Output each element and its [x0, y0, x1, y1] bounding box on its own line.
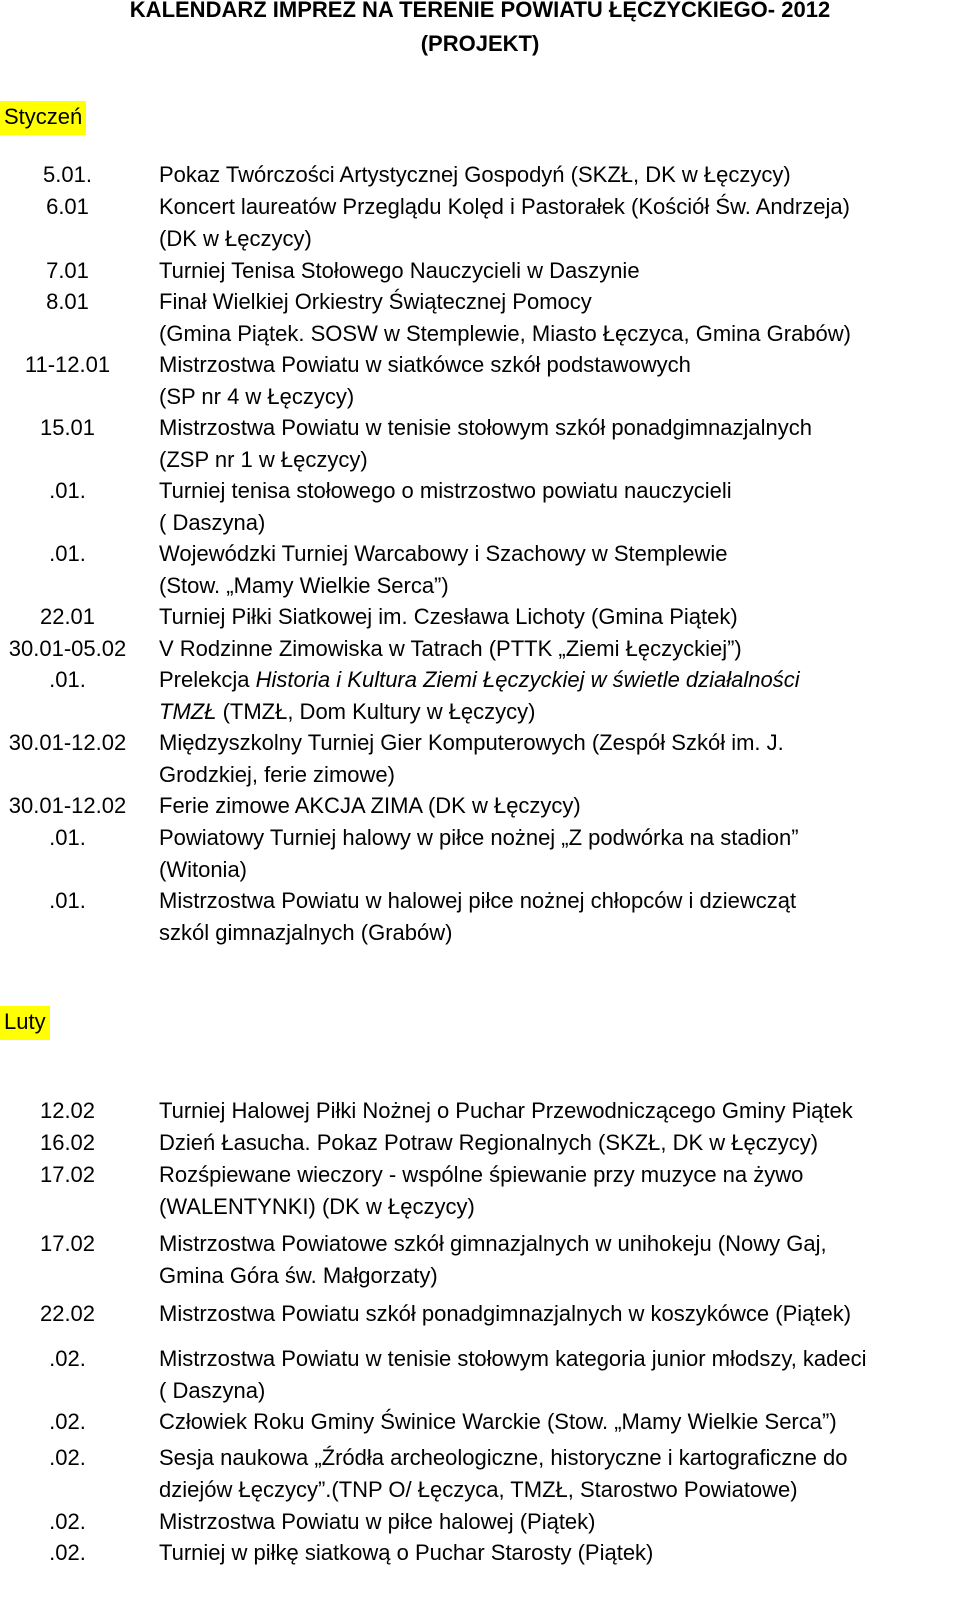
event-date: 11-12.01	[24, 352, 111, 377]
event-text: Koncert laureatów Przeglądu Kolęd i Pastorałek (Kościół Św. Andrzeja) (DK w Łęczycy)	[159, 194, 850, 251]
event-text: Turniej Halowej Piłki Nożnej o Puchar Przewodniczącego Gminy Piątek	[159, 1098, 853, 1123]
event-date: .02.	[49, 1409, 86, 1434]
event-date: .02.	[49, 1445, 86, 1470]
event-date: .01.	[49, 825, 86, 850]
event-date: 30.01-12.02	[8, 730, 127, 755]
month-heading-styczen: Styczeń	[0, 101, 86, 135]
event-date: .01.	[49, 888, 86, 913]
event-date: 6.01	[46, 194, 89, 219]
event-text: Turniej Piłki Siatkowej im. Czesława Lichoty (Gmina Piątek)	[159, 604, 738, 629]
event-text: Mistrzostwa Powiatu w tenisie stołowym szkół ponadgimnazjalnych (ZSP nr 1 w Łęczycy)	[159, 415, 812, 472]
event-date: 7.01	[46, 258, 89, 283]
event-text: Ferie zimowe AKCJA ZIMA (DK w Łęczycy)	[159, 793, 581, 818]
event-date: .02.	[49, 1540, 86, 1565]
event-text: V Rodzinne Zimowiska w Tatrach (PTTK „Ziemi Łęczyckiej”)	[159, 636, 742, 661]
event-text	[159, 664, 959, 728]
event-text: Finał Wielkiej Orkiestry Świątecznej Pomocy (Gmina Piątek. SOSW w Stemplewie, Miasto Łęczyca, Gmina Grabów)	[159, 289, 851, 346]
event-text: Człowiek Roku Gminy Świnice Warckie (Stow. „Mamy Wielkie Serca”)	[159, 1409, 837, 1434]
event-date: .02.	[49, 1509, 86, 1534]
event-date: 30.01-05.02	[8, 636, 127, 661]
event-text: Mistrzostwa Powiatu w halowej piłce nożnej chłopców i dziewcząt szkól gimnazjalnych (Grabów)	[159, 888, 797, 945]
event-text: Rozśpiewane wieczory - wspólne śpiewanie przy muzyce na żywo (WALENTYNKI) (DK w Łęczycy)	[159, 1162, 804, 1219]
event-date: .01.	[49, 667, 86, 692]
event-date: .02.	[49, 1346, 86, 1371]
event-text: Turniej tenisa stołowego o mistrzostwo powiatu nauczycieli ( Daszyna)	[159, 478, 732, 535]
event-text: Mistrzostwa Powiatu w siatkówce szkół podstawowych (SP nr 4 w Łęczycy)	[159, 352, 691, 409]
event-date: 22.01	[39, 604, 96, 629]
event-text: Turniej w piłkę siatkową o Puchar Starosty (Piątek)	[159, 1540, 654, 1565]
event-text: Powiatowy Turniej halowy w piłce nożnej „Z podwórka na stadion” (Witonia)	[159, 825, 799, 882]
event-text: Mistrzostwa Powiatowe szkół gimnazjalnych w unihokeju (Nowy Gaj, Gmina Góra św. Małgorzaty)	[159, 1231, 827, 1288]
page-title: KALENDARZ IMPREZ NA TERENIE POWIATU ŁĘCZYCKIEGO- 2012	[129, 0, 831, 22]
event-date: .01.	[49, 541, 86, 566]
event-date: .01.	[49, 478, 86, 503]
event-date: 12.02	[39, 1098, 96, 1123]
event-text-suffix: (TMZŁ, Dom Kultury w Łęczycy)	[216, 699, 536, 724]
event-text-italic-title: Historia i Kultura Ziemi Łęczyckiej w świetle działalności TMZŁ	[159, 667, 800, 724]
event-date: 16.02	[39, 1130, 96, 1155]
event-text: Sesja naukowa „Źródła archeologiczne, historyczne i kartograficzne do dziejów Łęczycy”.(TNP O/ Łęczyca, TMZŁ, Starostwo Powiatowe)	[159, 1445, 848, 1502]
page-subtitle: (PROJEKT)	[420, 31, 540, 56]
event-text: Mistrzostwa Powiatu szkół ponadgimnazjalnych w koszykówce (Piątek)	[159, 1301, 852, 1326]
event-text-prefix: Prelekcja	[159, 667, 256, 692]
event-date: 8.01	[46, 289, 89, 314]
event-text: Międzyszkolny Turniej Gier Komputerowych (Zespół Szkół im. J. Grodzkiej, ferie zimowe)	[159, 730, 784, 787]
event-text: Wojewódzki Turniej Warcabowy i Szachowy w Stemplewie (Stow. „Mamy Wielkie Serca”)	[159, 541, 728, 598]
event-date: 22.02	[39, 1301, 96, 1326]
event-text: Mistrzostwa Powiatu w tenisie stołowym kategoria junior młodszy, kadeci ( Daszyna)	[159, 1346, 867, 1403]
event-date: 5.01.	[43, 162, 92, 187]
event-date: 30.01-12.02	[8, 793, 127, 818]
event-date: 17.02	[39, 1162, 96, 1187]
event-date: 15.01	[39, 415, 96, 440]
event-text: Turniej Tenisa Stołowego Nauczycieli w Daszynie	[159, 258, 640, 283]
event-text: Pokaz Twórczości Artystycznej Gospodyń (SKZŁ, DK w Łęczycy)	[159, 162, 791, 187]
event-text: Dzień Łasucha. Pokaz Potraw Regionalnych (SKZŁ, DK w Łęczycy)	[159, 1130, 819, 1155]
event-text: Mistrzostwa Powiatu w piłce halowej (Piątek)	[159, 1509, 596, 1534]
month-heading-luty: Luty	[0, 1006, 50, 1040]
event-date: 17.02	[39, 1231, 96, 1256]
